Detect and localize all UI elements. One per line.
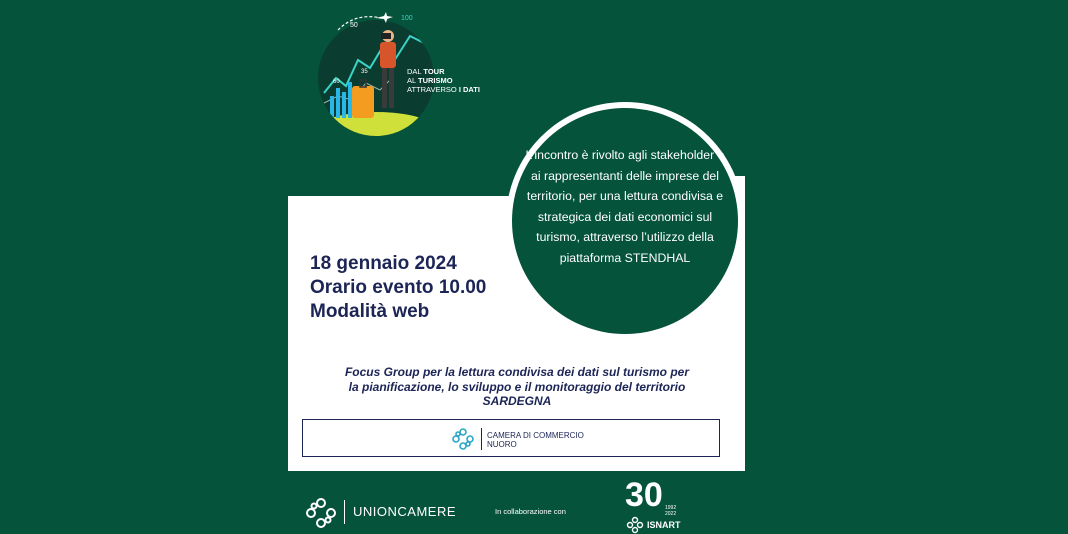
hero-illustration <box>318 8 508 140</box>
focus-region: SARDEGNA <box>482 394 552 408</box>
svg-text:ATTRAVERSO I DATI: ATTRAVERSO I DATI <box>407 85 480 94</box>
callout-text: L’incontro è rivolto agli stakeholder e ai rappresentanti delle imprese del territorio, per una lettura condivisa e strategica dei dati economici sul turismo, attraverso l’utilizzo della piattaforma STENDHAL <box>525 148 725 265</box>
tourist-shirt <box>380 42 396 68</box>
collaboration-label: In collaborazione con <box>495 507 566 516</box>
hero-bar <box>342 92 346 118</box>
chamber-name: CAMERA DI COMMERCIO NUORO <box>487 431 584 449</box>
event-time: Orario evento 10.00 <box>310 277 487 298</box>
hero-bar <box>348 82 352 118</box>
isnart-number: 30 <box>625 476 663 514</box>
hero-label: 50 <box>350 22 358 29</box>
chamber-logo-icon <box>451 427 475 451</box>
isnart-year-start: 1992 <box>665 505 677 511</box>
focus-line: la pianificazione, lo sviluppo e il monitoraggio del territorio <box>348 379 686 394</box>
footer-separator <box>344 500 345 524</box>
hero-label: 35 <box>361 69 368 75</box>
chamber-of-commerce-box <box>302 419 720 457</box>
event-mode: Modalità web <box>310 301 430 322</box>
camera-icon <box>381 33 391 39</box>
hero-label: 60 <box>333 79 340 85</box>
chamber-separator <box>481 428 482 450</box>
hero-label: 100 <box>401 15 413 22</box>
event-date: 18 gennaio 2024 <box>310 253 457 274</box>
svg-text:AL TURISMO: AL TURISMO <box>407 76 453 85</box>
tourist-leg <box>389 68 394 108</box>
svg-text:DAL TOUR: DAL TOUR <box>407 67 445 76</box>
isnart-year-end: 2022 <box>665 511 677 516</box>
focus-group-description <box>318 365 716 409</box>
isnart-logo-icon <box>626 516 644 534</box>
hero-bar <box>330 96 334 118</box>
suitcase-icon <box>352 86 374 118</box>
isnart-30-logo <box>625 476 681 516</box>
hero-title <box>407 67 480 94</box>
tourist-leg <box>382 68 387 108</box>
hero-bar <box>336 88 340 118</box>
unioncamere-logo-icon <box>305 497 337 529</box>
event-info <box>310 252 486 324</box>
focus-line: Focus Group per la lettura condivisa dei dati sul turismo per <box>344 365 690 379</box>
unioncamere-label: UNIONCAMERE <box>353 504 457 519</box>
isnart-label: ISNART <box>647 520 681 530</box>
